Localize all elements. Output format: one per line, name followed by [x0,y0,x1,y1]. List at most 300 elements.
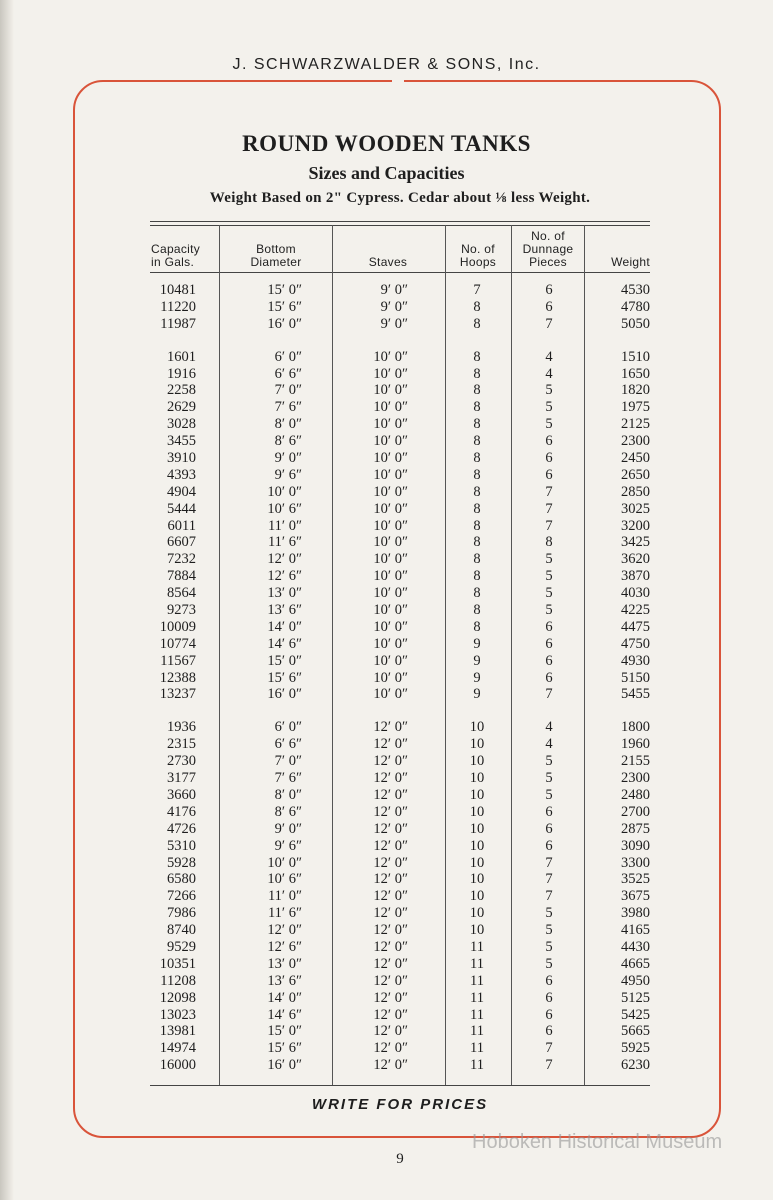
bottom-diameter-cell: 14′ 0″ [267,989,302,1006]
weight-cell: 4225 [621,602,650,619]
capacity-cell: 16000 [159,1057,196,1074]
table-row [0,736,773,753]
dunnage-cell: 6 [545,466,553,483]
dunnage-cell: 6 [545,669,553,686]
capacity-cell: 11987 [160,315,196,332]
weight-cell: 4950 [621,972,650,989]
hoops-cell: 9 [473,686,481,703]
dunnage-cell: 6 [545,1006,553,1023]
weight-cell: 4030 [621,585,650,602]
dunnage-cell: 7 [545,854,553,871]
dunnage-cell: 5 [545,955,553,972]
table-row [0,686,773,703]
weight-cell: 4780 [621,298,650,315]
weight-cell: 3980 [621,905,650,922]
dunnage-cell: 5 [545,585,553,602]
dunnage-cell: 6 [545,803,553,820]
dunnage-cell: 4 [545,736,553,753]
staves-cell: 12′ 0″ [373,922,408,939]
table-top-rule [150,221,650,222]
weight-cell: 1800 [621,719,650,736]
hoops-cell: 11 [470,989,484,1006]
bottom-diameter-cell: 6′ 6″ [274,365,302,382]
weight-cell: 1650 [621,365,650,382]
capacity-cell: 9529 [167,938,196,955]
staves-cell: 12′ 0″ [373,1023,408,1040]
hoops-cell: 11 [470,955,484,972]
staves-cell: 12′ 0″ [373,989,408,1006]
weight-cell: 3025 [621,500,650,517]
staves-cell: 10′ 0″ [373,382,408,399]
hoops-cell: 8 [473,466,481,483]
hoops-cell: 8 [473,602,481,619]
capacity-cell: 4393 [167,466,196,483]
bottom-diameter-cell: 8′ 6″ [274,433,302,450]
table-row [0,619,773,636]
dunnage-cell: 6 [545,618,553,635]
capacity-cell: 13981 [159,1023,196,1040]
capacity-cell: 6607 [167,534,196,551]
hoops-cell: 8 [473,517,481,534]
table-row [0,399,773,416]
hoops-cell: 10 [469,922,485,939]
dunnage-cell: 6 [545,837,553,854]
staves-cell: 12′ 0″ [373,770,408,787]
capacity-cell: 7986 [167,905,196,922]
header-hoops [448,229,508,269]
capacity-cell: 1936 [167,719,196,736]
staves-cell: 12′ 0″ [373,1040,408,1057]
capacity-cell: 3177 [167,770,196,787]
staves-cell: 9′ 0″ [380,298,408,315]
hoops-cell: 10 [469,888,485,905]
header-weight [588,229,650,269]
write-for-prices: WRITE FOR PRICES [311,1096,489,1113]
bottom-diameter-cell: 10′ 0″ [267,854,302,871]
capacity-cell: 10481 [159,282,196,298]
company-header: J. SCHWARZWALDER & SONS, Inc. [232,56,541,73]
weight-cell: 5455 [621,686,650,703]
table-row [0,299,773,316]
dunnage-cell: 5 [545,568,553,585]
capacity-cell: 2629 [167,399,196,416]
header-line: No. of [531,229,565,243]
table-row [0,467,773,484]
staves-cell: 10′ 0″ [373,500,408,517]
staves-cell: 12′ 0″ [373,871,408,888]
capacity-cell: 5310 [167,837,196,854]
hoops-cell: 10 [469,803,485,820]
weight-cell: 5665 [621,1023,650,1040]
staves-cell: 10′ 0″ [373,618,408,635]
hoops-cell: 11 [470,938,484,955]
hoops-cell: 8 [473,568,481,585]
dunnage-cell: 4 [545,348,553,365]
bottom-diameter-cell: 13′ 0″ [267,585,302,602]
dunnage-cell: 8 [545,534,553,551]
weight-cell: 2650 [621,466,650,483]
bottom-diameter-cell: 13′ 6″ [267,602,302,619]
bottom-diameter-cell: 6′ 0″ [274,348,302,365]
table-row [0,316,773,333]
staves-cell: 12′ 0″ [373,803,408,820]
table-row [0,871,773,888]
dunnage-cell: 6 [545,652,553,669]
bottom-diameter-cell: 11′ 0″ [267,888,302,905]
staves-cell: 10′ 0″ [373,348,408,365]
staves-cell: 10′ 0″ [373,433,408,450]
capacity-cell: 11567 [160,652,196,669]
weight-cell: 2450 [621,450,650,467]
table-row [0,905,773,922]
row-group [0,349,773,704]
row-group [0,282,773,333]
staves-cell: 12′ 0″ [373,955,408,972]
weight-note: Weight Based on 2" Cypress. Cedar about ⅛ less Weight. [209,190,591,206]
staves-cell: 12′ 0″ [373,888,408,905]
staves-cell: 12′ 0″ [373,1057,408,1074]
capacity-cell: 7266 [167,888,196,905]
weight-cell: 6230 [621,1057,650,1074]
weight-cell: 5425 [621,1006,650,1023]
bottom-diameter-cell: 7′ 0″ [274,382,302,399]
weight-cell: 5050 [621,315,650,332]
table-row [0,636,773,653]
hoops-cell: 10 [469,871,485,888]
table-row [0,518,773,535]
hoops-cell: 9 [473,652,481,669]
capacity-cell: 2258 [167,382,196,399]
bottom-diameter-cell: 14′ 6″ [267,1006,302,1023]
hoops-cell: 8 [473,618,481,635]
dunnage-cell: 7 [545,315,553,332]
hoops-cell: 10 [469,719,485,736]
header-capacity [151,229,217,269]
capacity-cell: 14974 [159,1040,196,1057]
table-row [0,433,773,450]
table-row [0,973,773,990]
table-row [0,282,773,299]
bottom-diameter-cell: 11′ 0″ [267,517,302,534]
weight-cell: 2125 [621,416,650,433]
weight-cell: 3870 [621,568,650,585]
header-line: Diameter [250,255,302,269]
bottom-diameter-cell: 8′ 6″ [274,803,302,820]
weight-cell: 5125 [621,989,650,1006]
dunnage-cell: 6 [545,282,553,298]
dunnage-cell: 5 [545,753,553,770]
bottom-diameter-cell: 16′ 0″ [267,1057,302,1074]
tank-table-body [0,282,773,1090]
bottom-diameter-cell: 15′ 0″ [267,282,302,298]
staves-cell: 10′ 0″ [373,483,408,500]
capacity-cell: 6580 [167,871,196,888]
hoops-cell: 8 [473,500,481,517]
bottom-diameter-cell: 13′ 6″ [267,972,302,989]
table-row [0,939,773,956]
hoops-cell: 8 [473,534,481,551]
dunnage-cell: 7 [545,871,553,888]
dunnage-cell: 7 [545,517,553,534]
bottom-diameter-cell: 11′ 6″ [267,905,302,922]
capacity-cell: 3910 [167,450,196,467]
weight-cell: 3620 [621,551,650,568]
hoops-cell: 9 [473,635,481,652]
staves-cell: 12′ 0″ [373,786,408,803]
hoops-cell: 11 [470,1006,484,1023]
dunnage-cell: 5 [545,551,553,568]
weight-cell: 2300 [621,433,650,450]
staves-cell: 10′ 0″ [373,466,408,483]
capacity-cell: 3660 [167,786,196,803]
staves-cell: 10′ 0″ [373,568,408,585]
header-line: Staves [368,255,408,269]
table-row [0,855,773,872]
staves-cell: 10′ 0″ [373,534,408,551]
staves-cell: 10′ 0″ [373,365,408,382]
header-line: Bottom [256,242,296,256]
hoops-cell: 11 [470,972,484,989]
dunnage-cell: 7 [545,686,553,703]
capacity-cell: 11220 [160,298,196,315]
staves-cell: 10′ 0″ [373,416,408,433]
bottom-diameter-cell: 7′ 0″ [274,753,302,770]
hoops-cell: 8 [473,450,481,467]
capacity-cell: 8740 [167,922,196,939]
dunnage-cell: 6 [545,298,553,315]
staves-cell: 12′ 0″ [373,905,408,922]
dunnage-cell: 7 [545,483,553,500]
table-row [0,382,773,399]
table-row [0,838,773,855]
staves-cell: 10′ 0″ [373,635,408,652]
table-row [0,450,773,467]
dunnage-cell: 6 [545,433,553,450]
table-row [0,719,773,736]
page-subtitle: Sizes and Capacities [308,163,465,183]
weight-cell: 3425 [621,534,650,551]
staves-cell: 12′ 0″ [373,736,408,753]
capacity-cell: 3455 [167,433,196,450]
bottom-diameter-cell: 15′ 0″ [267,652,302,669]
weight-cell: 1960 [621,736,650,753]
table-row [0,602,773,619]
weight-cell: 5150 [621,669,650,686]
capacity-cell: 4904 [167,483,196,500]
header-line: Capacity [151,242,201,256]
weight-cell: 4475 [621,618,650,635]
hoops-cell: 8 [473,551,481,568]
dunnage-cell: 6 [545,1023,553,1040]
table-row [0,821,773,838]
weight-cell: 2155 [621,753,650,770]
bottom-diameter-cell: 9′ 6″ [274,837,302,854]
bottom-diameter-cell: 7′ 6″ [274,399,302,416]
dunnage-cell: 5 [545,922,553,939]
table-row [0,1040,773,1057]
table-row [0,349,773,366]
header-bottom-diameter [222,229,330,269]
table-row [0,653,773,670]
dunnage-cell: 6 [545,989,553,1006]
dunnage-cell: 7 [545,500,553,517]
staves-cell: 9′ 0″ [380,282,408,298]
bottom-diameter-cell: 12′ 6″ [267,938,302,955]
bottom-diameter-cell: 13′ 0″ [267,955,302,972]
bottom-diameter-cell: 10′ 0″ [267,483,302,500]
dunnage-cell: 5 [545,905,553,922]
hoops-cell: 10 [469,770,485,787]
bottom-diameter-cell: 14′ 6″ [267,635,302,652]
table-row [0,753,773,770]
bottom-diameter-cell: 6′ 0″ [274,719,302,736]
weight-cell: 2480 [621,786,650,803]
table-row [0,787,773,804]
bottom-diameter-cell: 8′ 0″ [274,786,302,803]
header-bottom-rule [150,272,650,273]
bottom-diameter-cell: 16′ 0″ [267,686,302,703]
staves-cell: 12′ 0″ [373,753,408,770]
capacity-cell: 13237 [159,686,196,703]
weight-cell: 4750 [621,635,650,652]
bottom-diameter-cell: 15′ 6″ [267,1040,302,1057]
staves-cell: 10′ 0″ [373,450,408,467]
staves-cell: 10′ 0″ [373,686,408,703]
table-row [0,804,773,821]
capacity-cell: 5928 [167,854,196,871]
dunnage-cell: 4 [545,719,553,736]
staves-cell: 12′ 0″ [373,972,408,989]
page-title: ROUND WOODEN TANKS [242,131,531,156]
header-line: No. of [461,242,495,256]
table-row [0,770,773,787]
bottom-diameter-cell: 16′ 0″ [267,315,302,332]
bottom-diameter-cell: 8′ 0″ [274,416,302,433]
bottom-diameter-cell: 6′ 6″ [274,736,302,753]
table-row [0,956,773,973]
staves-cell: 12′ 0″ [373,1006,408,1023]
hoops-cell: 10 [469,736,485,753]
capacity-cell: 1916 [167,365,196,382]
weight-cell: 3200 [621,517,650,534]
staves-cell: 10′ 0″ [373,399,408,416]
weight-cell: 3300 [621,854,650,871]
bottom-diameter-cell: 11′ 6″ [267,534,302,551]
weight-cell: 2850 [621,483,650,500]
capacity-cell: 7232 [167,551,196,568]
bottom-diameter-cell: 12′ 0″ [267,551,302,568]
capacity-cell: 4176 [167,803,196,820]
hoops-cell: 9 [473,669,481,686]
capacity-cell: 10009 [159,618,196,635]
weight-cell: 4430 [621,938,650,955]
staves-cell: 10′ 0″ [373,669,408,686]
dunnage-cell: 7 [545,888,553,905]
hoops-cell: 7 [473,282,481,298]
bottom-diameter-cell: 10′ 6″ [267,500,302,517]
capacity-cell: 1601 [167,348,196,365]
capacity-cell: 6011 [167,517,196,534]
frame-notch [392,77,404,83]
table-row [0,534,773,551]
dunnage-cell: 5 [545,399,553,416]
museum-watermark: Hoboken Historical Museum [472,1131,723,1153]
table-row [0,922,773,939]
hoops-cell: 11 [470,1057,484,1074]
header-line: in Gals. [151,255,195,269]
capacity-cell: 2315 [167,736,196,753]
table-row [0,888,773,905]
hoops-cell: 8 [473,348,481,365]
hoops-cell: 8 [473,483,481,500]
hoops-cell: 10 [469,820,485,837]
header-staves [336,229,440,269]
dunnage-cell: 6 [545,450,553,467]
bottom-diameter-cell: 10′ 6″ [267,871,302,888]
hoops-cell: 8 [473,399,481,416]
hoops-cell: 11 [470,1023,484,1040]
weight-cell: 2875 [621,820,650,837]
hoops-cell: 8 [473,365,481,382]
dunnage-cell: 5 [545,416,553,433]
table-row [0,366,773,383]
bottom-diameter-cell: 7′ 6″ [274,770,302,787]
table-row [0,416,773,433]
capacity-cell: 5444 [167,500,196,517]
hoops-cell: 8 [473,433,481,450]
table-row [0,501,773,518]
table-row [0,1057,773,1074]
hoops-cell: 11 [470,1040,484,1057]
staves-cell: 12′ 0″ [373,719,408,736]
weight-cell: 3675 [621,888,650,905]
bottom-diameter-cell: 15′ 6″ [267,669,302,686]
capacity-cell: 10774 [159,635,196,652]
capacity-cell: 3028 [167,416,196,433]
staves-cell: 10′ 0″ [373,585,408,602]
staves-cell: 9′ 0″ [380,315,408,332]
weight-cell: 4530 [621,282,650,298]
table-row [0,990,773,1007]
capacity-cell: 13023 [159,1006,196,1023]
dunnage-cell: 5 [545,382,553,399]
header-line: Dunnage [522,242,574,256]
weight-cell: 1820 [621,382,650,399]
hoops-cell: 8 [473,382,481,399]
table-row [0,551,773,568]
dunnage-cell: 6 [545,820,553,837]
capacity-cell: 2730 [167,753,196,770]
capacity-cell: 12388 [159,669,196,686]
staves-cell: 12′ 0″ [373,820,408,837]
dunnage-cell: 6 [545,972,553,989]
dunnage-cell: 6 [545,635,553,652]
dunnage-cell: 7 [545,1057,553,1074]
staves-cell: 10′ 0″ [373,551,408,568]
dunnage-cell: 5 [545,786,553,803]
dunnage-cell: 5 [545,938,553,955]
weight-cell: 1510 [621,348,650,365]
table-row [0,1007,773,1024]
bottom-diameter-cell: 15′ 6″ [267,298,302,315]
bottom-diameter-cell: 14′ 0″ [267,618,302,635]
hoops-cell: 10 [469,753,485,770]
header-dunnage [513,229,583,269]
weight-cell: 3090 [621,837,650,854]
weight-cell: 2300 [621,770,650,787]
staves-cell: 10′ 0″ [373,652,408,669]
weight-cell: 4665 [621,955,650,972]
